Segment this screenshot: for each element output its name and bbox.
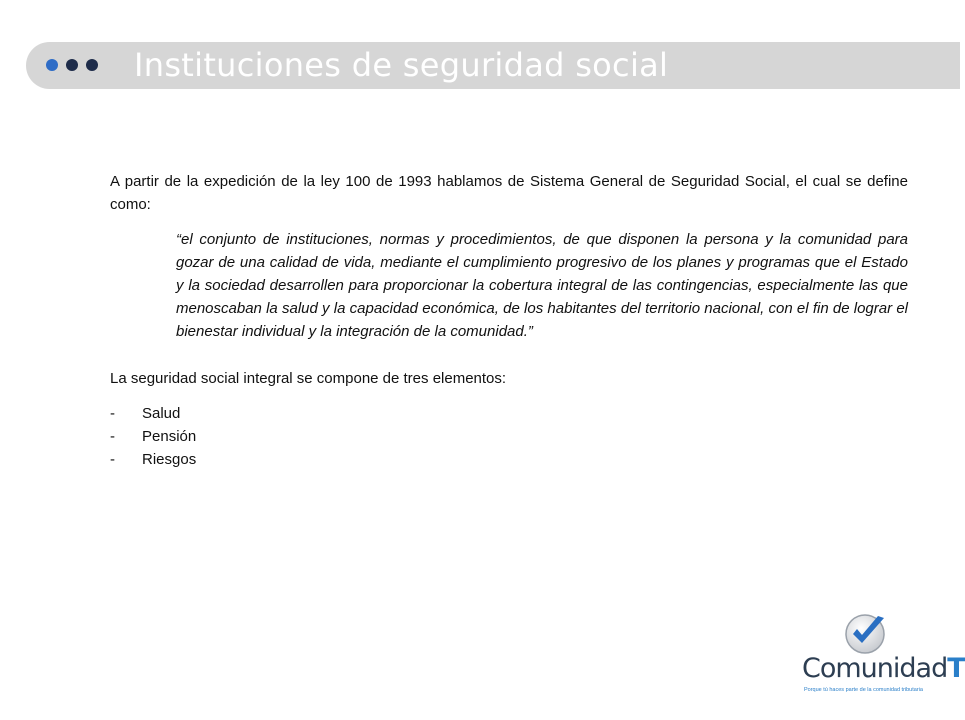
- dot-active: [46, 59, 58, 71]
- dot: [66, 59, 78, 71]
- elements-list: [110, 402, 908, 471]
- list-item: [110, 425, 908, 448]
- slide-content: [110, 170, 908, 471]
- list-item: [110, 402, 908, 425]
- logo-name-accent: T: [947, 653, 965, 684]
- list-item-label: Pensión: [142, 428, 197, 445]
- check-badge-icon: [840, 610, 892, 656]
- list-item: [110, 448, 908, 471]
- logo-name: [802, 654, 965, 684]
- components-heading: La seguridad social integral se compone de tres elementos:: [110, 370, 507, 387]
- dot: [86, 59, 98, 71]
- list-bullet: -: [110, 405, 115, 422]
- logo-name-main: Comunidad: [802, 653, 948, 684]
- list-bullet: -: [110, 428, 115, 445]
- comunidad-t-logo: [800, 610, 965, 700]
- logo-tagline: Porque tú haces parte de la comunidad tributaria: [804, 687, 923, 693]
- page-title: Instituciones de seguridad social: [134, 46, 669, 84]
- list-bullet: -: [110, 451, 115, 468]
- intro-paragraph: A partir de la expedición de la ley 100 de 1993 hablamos de Sistema General de Seguridad Social, el cual se define como:: [110, 173, 908, 213]
- list-item-label: Salud: [142, 405, 181, 422]
- list-item-label: Riesgos: [142, 451, 197, 468]
- definition-quote: “el conjunto de instituciones, normas y procedimientos, de que disponen la persona y la comunidad para gozar de una calidad de vida, mediante el cumplimiento progresivo de los planes y programas que el Estado y la sociedad desarrollen para proporcionar la cobertura integral de las contingencias, especialmente las que menoscaban la salud y la capacidad económica, de los habitantes del territorio nacional, con el fin de lograr el bienestar individual y la integración de la comunidad.”: [176, 231, 908, 340]
- title-bar: [26, 42, 960, 89]
